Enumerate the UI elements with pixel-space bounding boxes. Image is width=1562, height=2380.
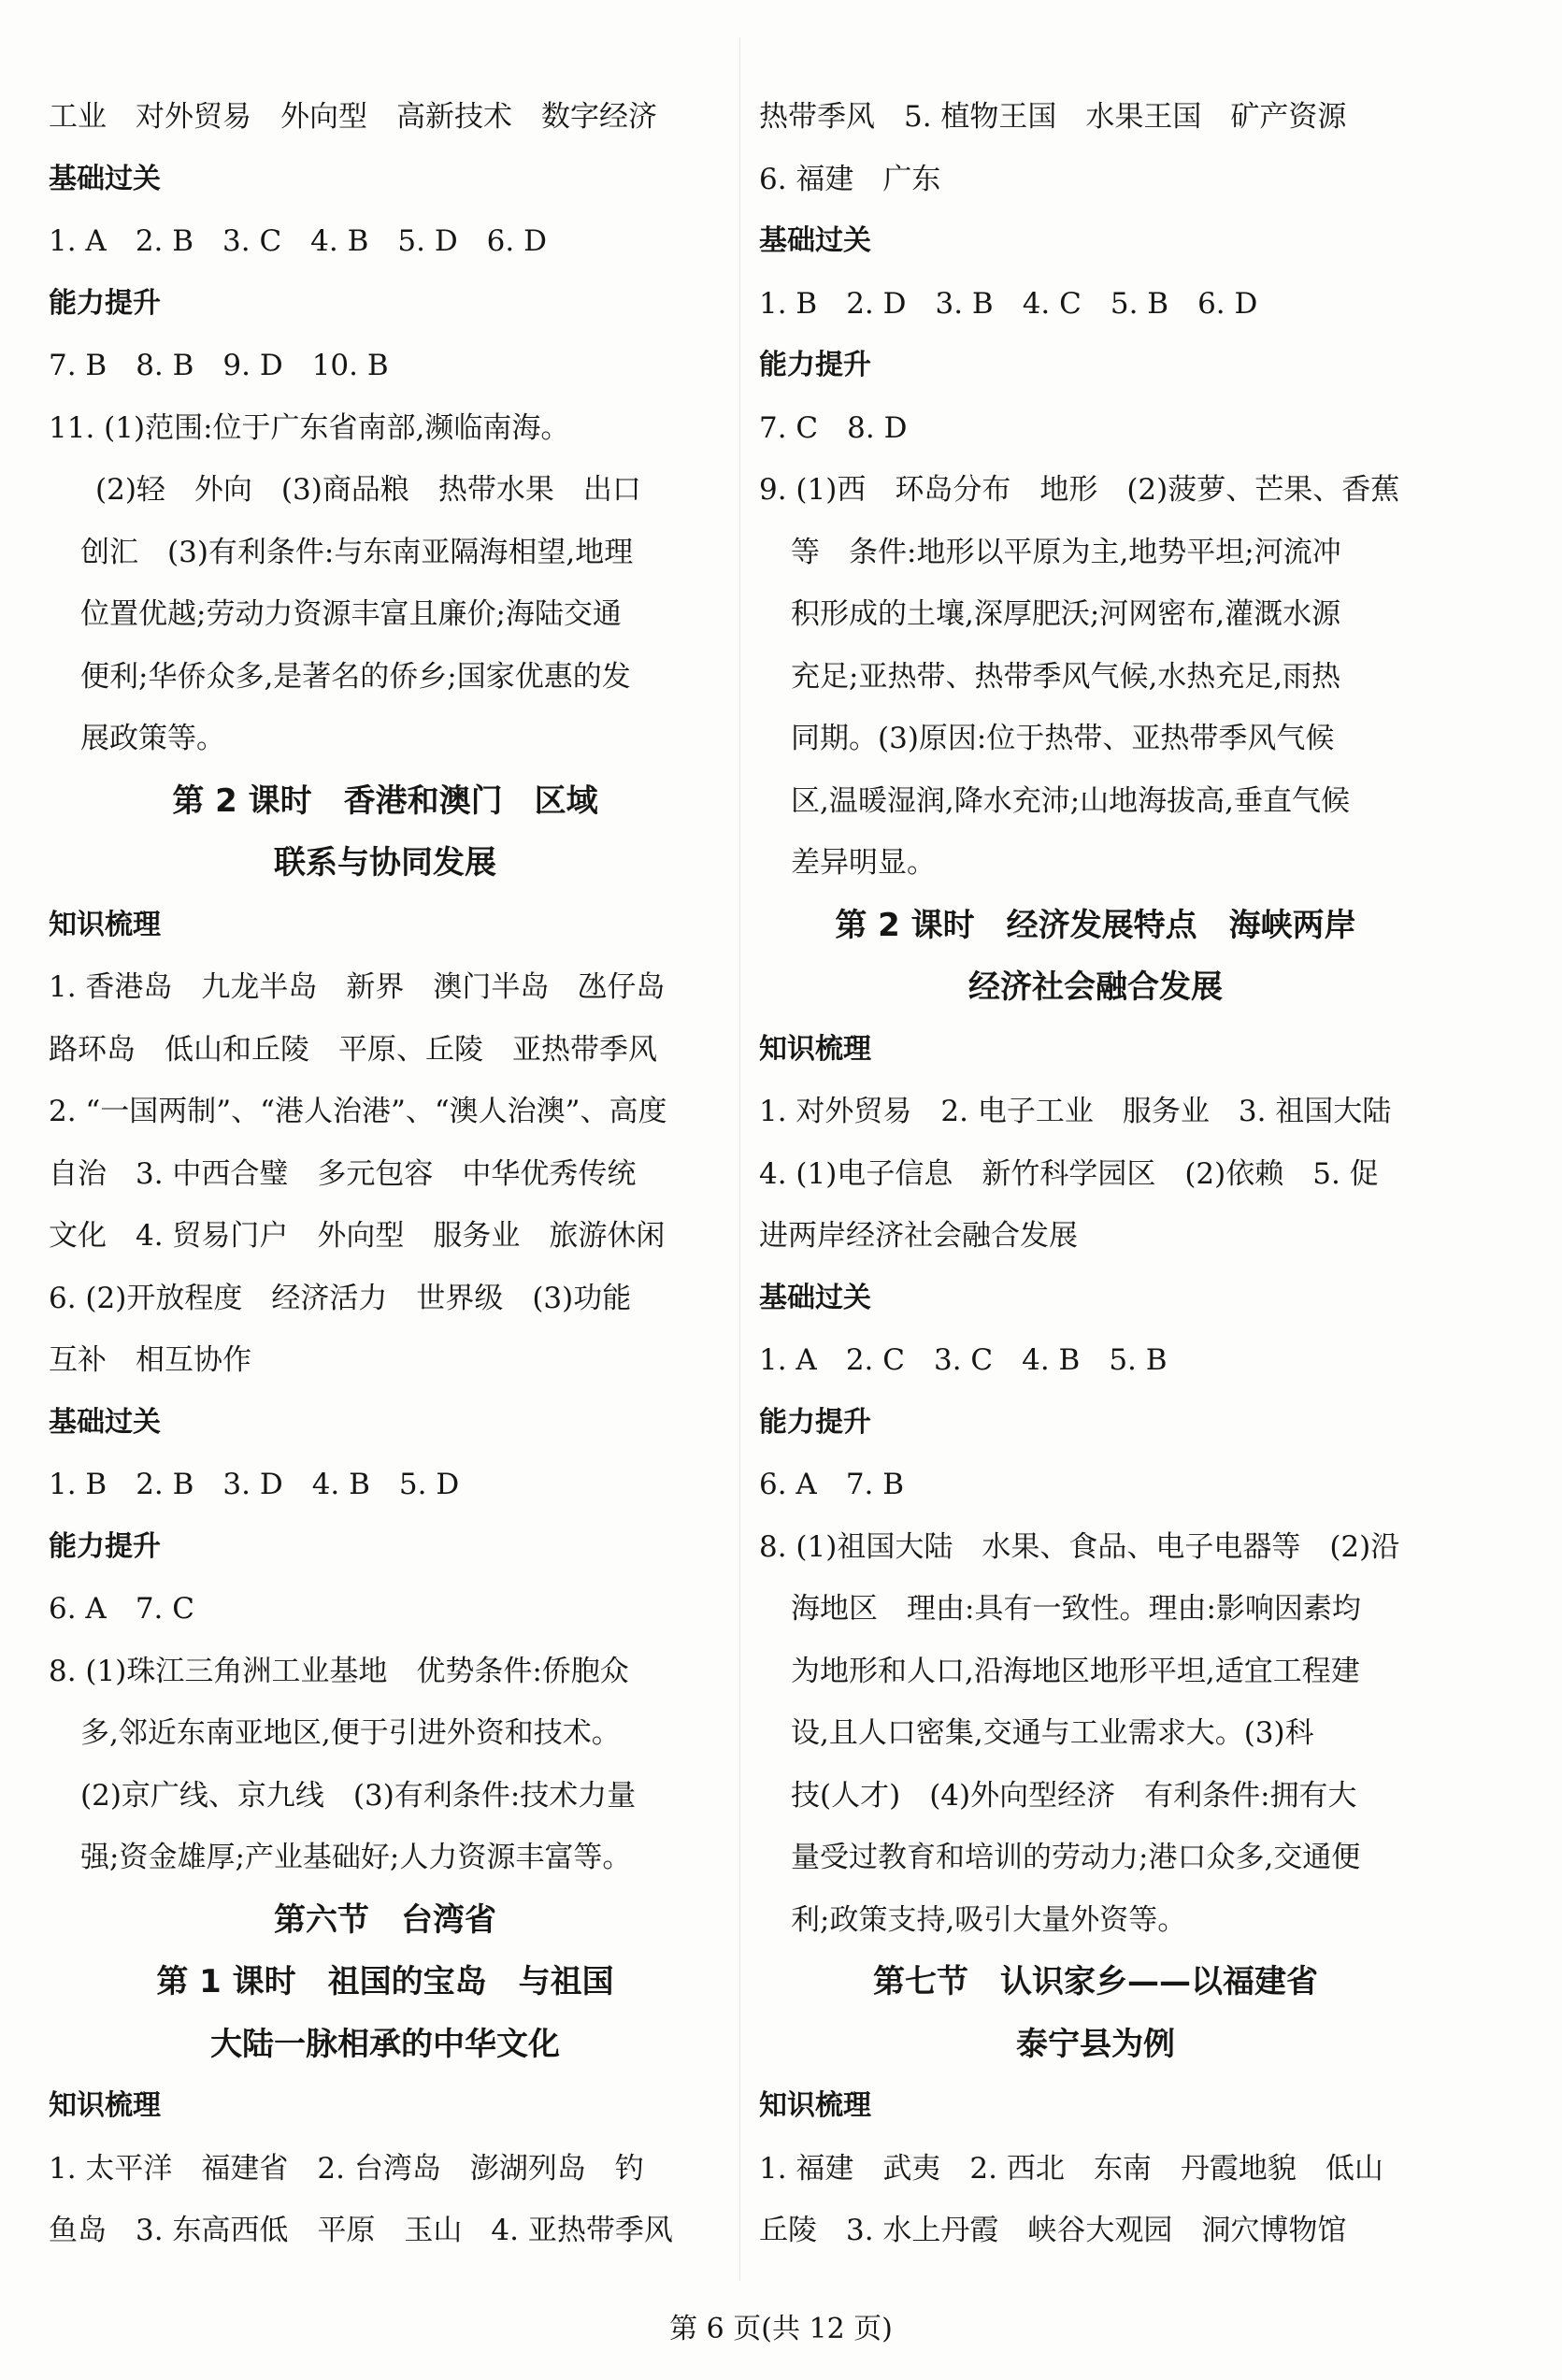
- answer-line: 6. (2)开放程度 经济活力 世界级 (3)功能: [49, 1281, 632, 1315]
- section-heading: 知识梳理: [759, 2089, 871, 2122]
- answer-line: (2)京广线、京九线 (3)有利条件:技术力量: [80, 1778, 637, 1813]
- left-column: [49, 86, 722, 2262]
- lesson-title: 泰宁县为例: [1016, 2025, 1175, 2063]
- answer-line: 8. (1)祖国大陆 水果、食品、电子电器等 (2)沿: [759, 1529, 1400, 1564]
- answer-line: 工业 对外贸易 外向型 高新技术 数字经济: [49, 100, 657, 134]
- section-heading: 基础过关: [759, 1281, 871, 1314]
- answer-line: 位置优越;劳动力资源丰富且廉价;海陆交通: [80, 597, 622, 631]
- section-heading: 知识梳理: [49, 908, 161, 941]
- answer-line: 便利;华侨众多,是著名的侨乡;国家优惠的发: [80, 659, 631, 694]
- lesson-title: 第 2 课时 香港和澳门 区域: [172, 781, 598, 820]
- answer-line: 1. 福建 武夷 2. 西北 东南 丹霞地貌 低山: [759, 2151, 1383, 2186]
- answer-line: 量受过教育和培训的劳动力;港口众多,交通便: [791, 1841, 1361, 1874]
- answer-line: 1. 对外贸易 2. 电子工业 服务业 3. 祖国大陆: [759, 1095, 1392, 1128]
- answer-line: 进两岸经济社会融合发展: [759, 1219, 1078, 1253]
- answer-line: 热带季风 5. 植物王国 水果王国 矿产资源: [759, 100, 1347, 134]
- answer-line: 利;政策支持,吸引大量外资等。: [791, 1902, 1187, 1937]
- answer-line: 8. (1)珠江三角洲工业基地 优势条件:侨胞众: [49, 1654, 629, 1688]
- section-heading: 基础过关: [759, 224, 871, 257]
- answer-line: 11. (1)范围:位于广东省南部,濒临南海。: [49, 410, 570, 445]
- answer-line: (2)轻 外向 (3)商品粮 热带水果 出口: [95, 473, 641, 507]
- answer-line: 4. (1)电子信息 新竹科学园区 (2)依赖 5. 促: [759, 1156, 1379, 1191]
- page-footer: 第 6 页(共 12 页): [669, 2313, 893, 2345]
- answer-line: 强;资金雄厚;产业基础好;人力资源丰富等。: [80, 1841, 632, 1874]
- answer-line: 鱼岛 3. 东高西低 平原 玉山 4. 亚热带季风: [49, 2214, 673, 2247]
- answer-line: 文化 4. 贸易门户 外向型 服务业 旅游休闲: [49, 1219, 666, 1253]
- lesson-title: 经济社会融合发展: [968, 968, 1223, 1006]
- section-heading: 知识梳理: [759, 1032, 871, 1066]
- lesson-title: 第七节 认识家乡——以福建省: [873, 1963, 1318, 2000]
- lesson-title: 联系与协同发展: [274, 844, 496, 882]
- section-heading: 能力提升: [49, 1529, 161, 1563]
- answer-line: 6. A 7. C: [49, 1592, 194, 1626]
- answer-line: 1. A 2. B 3. C 4. B 5. D 6. D: [49, 224, 547, 258]
- answer-line: 充足;亚热带、热带季风气候,水热充足,雨热: [791, 659, 1341, 694]
- lesson-title: 第 2 课时 经济发展特点 海峡两岸: [835, 906, 1356, 944]
- lesson-title: 大陆一脉相承的中华文化: [210, 2025, 560, 2063]
- answer-line: 互补 相互协作: [49, 1343, 251, 1377]
- column-divider: [739, 37, 740, 2281]
- answer-line: 6. 福建 广东: [759, 162, 941, 196]
- lesson-title: 第 1 课时 祖国的宝岛 与祖国: [156, 1963, 614, 2000]
- lesson-title: 第六节 台湾省: [274, 1900, 496, 1939]
- answer-line: 7. C 8. D: [759, 410, 908, 445]
- answer-line: 区,温暖湿润,降水充沛;山地海拔高,垂直气候: [791, 783, 1351, 818]
- section-heading: 基础过关: [49, 1405, 161, 1439]
- answer-line: 丘陵 3. 水上丹霞 峡谷大观园 洞穴博物馆: [759, 2214, 1347, 2247]
- answer-line: 2. “一国两制”、“港人治港”、“澳人治澳”、高度: [49, 1095, 667, 1128]
- answer-line: 1. 太平洋 福建省 2. 台湾岛 澎湖列岛 钓: [49, 2151, 644, 2186]
- section-heading: 能力提升: [49, 286, 161, 320]
- answer-line: 同期。(3)原因:位于热带、亚热带季风气候: [791, 722, 1335, 755]
- answer-line: 1. A 2. C 3. C 4. B 5. B: [759, 1343, 1168, 1377]
- answer-line: 多,邻近东南亚地区,便于引进外资和技术。: [80, 1716, 621, 1750]
- answer-line: 自治 3. 中西合璧 多元包容 中华优秀传统: [49, 1156, 637, 1191]
- right-column: [759, 86, 1432, 2262]
- answer-line: 海地区 理由:具有一致性。理由:影响因素均: [791, 1592, 1361, 1626]
- section-heading: 能力提升: [759, 1405, 871, 1439]
- answer-line: 路环岛 低山和丘陵 平原、丘陵 亚热带季风: [49, 1032, 657, 1067]
- answer-line: 为地形和人口,沿海地区地形平坦,适宜工程建: [791, 1654, 1360, 1688]
- answer-line: 创汇 (3)有利条件:与东南亚隔海相望,地理: [80, 535, 634, 569]
- answer-line: 积形成的土壤,深厚肥沃;河网密布,灌溉水源: [791, 597, 1341, 631]
- answer-line: 差异明显。: [791, 846, 936, 880]
- answer-line: 等 条件:地形以平原为主,地势平坦;河流冲: [791, 535, 1341, 569]
- answer-line: 技(人才) (4)外向型经济 有利条件:拥有大: [791, 1778, 1357, 1813]
- section-heading: 基础过关: [49, 162, 161, 195]
- answer-line: 7. B 8. B 9. D 10. B: [49, 349, 389, 382]
- answer-line: 9. (1)西 环岛分布 地形 (2)菠萝、芒果、香蕉: [759, 473, 1400, 507]
- answer-line: 1. 香港岛 九龙半岛 新界 澳门半岛 氹仔岛: [49, 970, 666, 1004]
- answer-line: 设,且人口密集,交通与工业需求大。(3)科: [791, 1716, 1314, 1750]
- section-heading: 知识梳理: [49, 2089, 161, 2122]
- answer-line: 展政策等。: [80, 722, 225, 755]
- answer-line: 6. A 7. B: [759, 1468, 905, 1501]
- answer-line: 1. B 2. B 3. D 4. B 5. D: [49, 1468, 460, 1501]
- answer-line: 1. B 2. D 3. B 4. C 5. B 6. D: [759, 286, 1258, 321]
- section-heading: 能力提升: [759, 349, 871, 381]
